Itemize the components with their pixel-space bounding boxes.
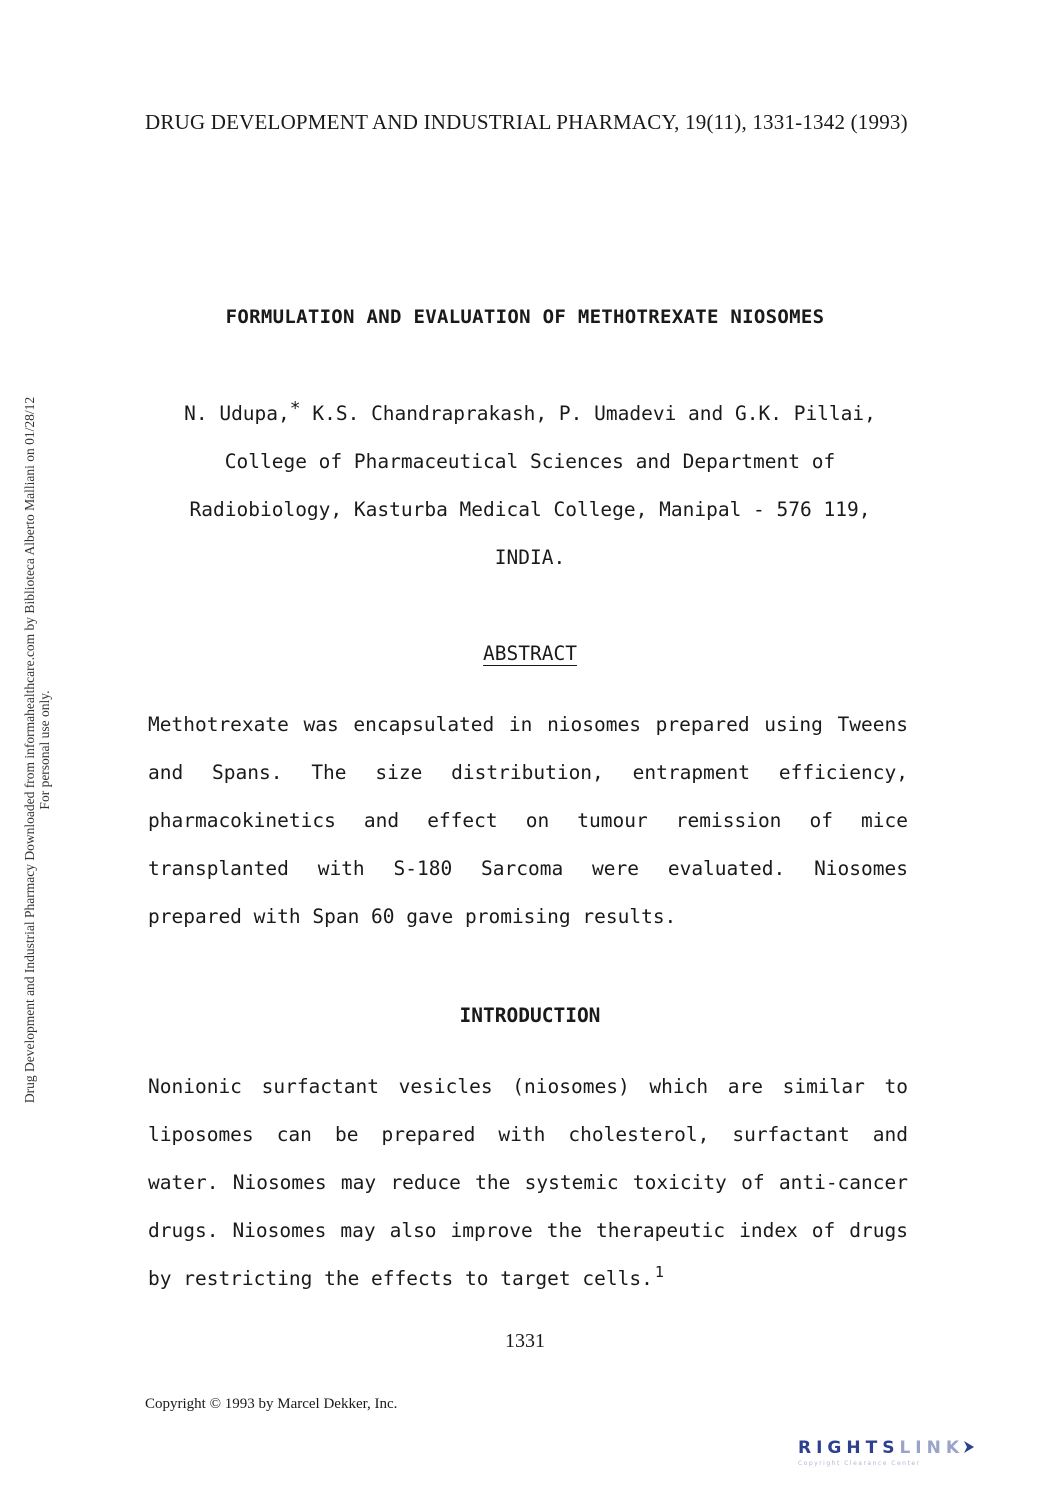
introduction-heading: INTRODUCTION xyxy=(459,1004,601,1027)
watermark-line-1: Drug Development and Industrial Pharmacy Downloaded from informahealthcare.com by Biblioteca Alberto Malliani on 01/28/12 xyxy=(22,396,37,1104)
page-number: 1331 xyxy=(505,1330,545,1352)
reference-mark: 1 xyxy=(654,1263,664,1281)
abstract-line: pharmacokinetics and effect on tumour remission of mice xyxy=(148,809,908,832)
journal-header: DRUG DEVELOPMENT AND INDUSTRIAL PHARMACY, 19(11), 1331-1342 (1993) xyxy=(145,110,908,134)
abstract-line: transplanted with S-180 Sarcoma were evaluated. Niosomes xyxy=(148,857,908,880)
watermark-line-2: For personal use only. xyxy=(37,690,52,810)
abstract-line: and Spans. The size distribution, entrapment efficiency, xyxy=(148,761,908,784)
abstract-line: Methotrexate was encapsulated in niosomes prepared using Tweens xyxy=(148,713,908,736)
affiliation-line-1: College of Pharmaceutical Sciences and Department of xyxy=(224,450,836,473)
author-list xyxy=(0,398,1050,425)
rightslink-rights-text: RIGHTS xyxy=(798,1438,900,1458)
author-rest: K.S. Chandraprakash, P. Umadevi and G.K. Pillai, xyxy=(300,402,876,425)
rightslink-link-text: LINK xyxy=(899,1438,964,1458)
copyright-notice: Copyright © 1993 by Marcel Dekker, Inc. xyxy=(145,1396,398,1412)
abstract-heading xyxy=(0,642,1050,665)
rightslink-tagline: Copyright Clearance Center xyxy=(798,1460,921,1467)
introduction-line-last xyxy=(148,1263,908,1315)
abstract-body xyxy=(148,713,908,953)
introduction-line-text: by restricting the effects to target cells. xyxy=(148,1267,653,1290)
introduction-line: water. Niosomes may reduce the systemic toxicity of anti-cancer xyxy=(148,1171,908,1194)
introduction-body xyxy=(148,1075,908,1315)
author-first: N. Udupa, xyxy=(184,402,290,425)
corresponding-author-mark: * xyxy=(289,398,301,419)
paper-title: FORMULATION AND EVALUATION OF METHOTREXATE NIOSOMES xyxy=(225,306,825,328)
affiliation-line-3: INDIA. xyxy=(494,546,566,569)
abstract-line: prepared with Span 60 gave promising results. xyxy=(148,905,677,928)
rightslink-logo[interactable] xyxy=(798,1438,1038,1474)
introduction-line: Nonionic surfactant vesicles (niosomes) which are similar to xyxy=(148,1075,908,1098)
abstract-heading-text: ABSTRACT xyxy=(483,642,577,665)
rightslink-chevron-icon xyxy=(961,1439,977,1455)
introduction-line: drugs. Niosomes may also improve the therapeutic index of drugs xyxy=(148,1219,908,1242)
introduction-line: liposomes can be prepared with cholesterol, surfactant and xyxy=(148,1123,908,1146)
affiliation-line-2: Radiobiology, Kasturba Medical College, Manipal - 576 119, xyxy=(189,498,871,521)
